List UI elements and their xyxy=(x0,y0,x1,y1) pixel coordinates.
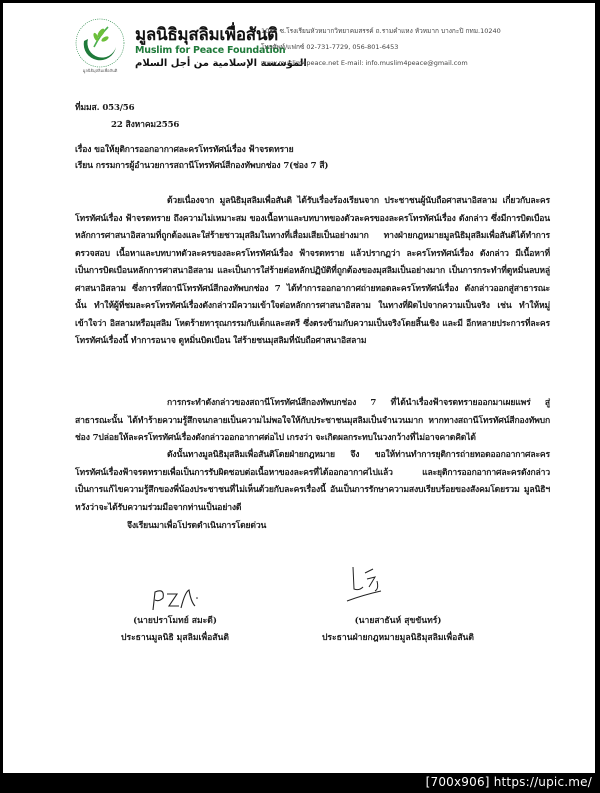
foundation-logo-icon xyxy=(70,17,130,71)
paragraph-text: การกระทำดังกล่าวของสถานีโทรทัศน์สีกองทัพบกช่อง 7 ที่ได้นำเรื่องฟ้าจรดทรายออกมาเผยแพร่ สู่สาธารณะนั้น ได้ทำร้ายความรู้สึกจนกลายเป็นความไม่พอใจให้กับประชาชนมุสลิมเป็นจำนวนมาก หากทางสถานีโทรทัศน์สีกองทัพบกช่อง 7ปล่อยให้ละครโทรทัศน์เรื่องดังกล่าวออกอากาศต่อไป เกรงว่า จะเกิดผลกระทบในวงกว้างที่ไม่อาจคาดคิดได้ xyxy=(75,398,550,443)
signatory-name: (นายปราโมทย์ สมะดี) xyxy=(133,616,217,626)
signatory-title: ประธานมูลนิธิ มุสลิมเพื่อสันติ xyxy=(121,633,229,643)
letter-recipient: เรียน กรรมการผู้อำนวยการสถานีโทรทัศน์สีกองทัพบกช่อง 7(ช่อง 7 สี) xyxy=(75,161,329,171)
signatory-name: (นายสาธันห์ สุขขันทร์) xyxy=(354,616,442,626)
logo-caption: มูลนิธิมุสลิมเพื่อสันติ xyxy=(82,68,118,73)
letter-page xyxy=(3,3,595,773)
org-web-email: www.muslim4peace.net E-mail: info.muslim4peace@gmail.com xyxy=(261,59,468,67)
org-name-thai: มูลนิธิมุสลิมเพื่อสันติ xyxy=(135,25,278,45)
body-paragraph-1 xyxy=(75,193,550,351)
signature-2-icon xyxy=(339,563,389,603)
signatory-title: ประธานฝ่ายกฎหมายมูลนิธิมุสลิมเพื่อสันติ xyxy=(321,633,475,643)
org-phone: โทรศัพท์/แฟกซ์ 02-731-7729, 056-801-6453 xyxy=(261,43,399,51)
body-paragraph-2 xyxy=(75,395,550,448)
reference-number: ที่มมส. 053/56 xyxy=(75,103,135,113)
image-footer-bar xyxy=(0,773,600,793)
signature-1-icon xyxy=(149,586,199,614)
org-address: 1043 ซ.โรงเรียนหัวหมากวิทยาคมสรรค์ ถ.รามคำแหง หัวหมาก บางกะปิ กทม.10240 xyxy=(261,27,501,35)
signatory-1 xyxy=(75,613,275,647)
body-paragraph-3 xyxy=(75,447,550,517)
org-name-arabic: المؤسسة الإسلامية من أجل السلام xyxy=(135,58,307,69)
letter-subject: เรื่อง ขอให้ยุติการออกอากาศละครโทรทัศน์เรื่อง ฟ้าจรดทราย xyxy=(75,145,294,155)
closing-line: จึงเรียนมาเพื่อโปรดดำเนินการโดยด่วน xyxy=(127,521,267,531)
watermark-text: [700x906] https://upic.me/ xyxy=(425,775,592,789)
paragraph-text: ดังนั้นทางมูลนิธิมุสลิมเพื่อสันติโดยฝ่ายกฎหมาย จึง ขอให้ท่านทำการยุติการถ่ายทอดออกอากาศละครโทรทัศน์เรื่องฟ้าจรดทรายเพื่อเป็นการรับผิดชอบต่อเนื้อหาของละครที่ได้ออกอากาศไปแล้ว และยุติการออกอากาศละครดังกล่าวเป็นการแก้ไขความรู้สึกของพี่น้องประชาชนที่ไม่เห็นด้วยกับละครเรื่องนี้ อันเป็นการรักษาความสงบเรียบร้อยของสังคมโดยรวม มูลนิธิฯหวังว่าจะได้รับความร่วมมือจากท่านเป็นอย่างดี xyxy=(75,450,550,513)
letter-date: 22 สิงหาคม2556 xyxy=(111,120,180,130)
org-name-english: Muslim for Peace Foundation xyxy=(135,45,286,56)
paragraph-text: ด้วยเนื่องจาก มูลนิธิมุสลิมเพื่อสันติ ได้รับเรื่องร้องเรียนจาก ประชาชนผู้นับถือศาสนาอิสลาม เกี่ยวกับละครโทรทัศน์เรื่อง ฟ้าจรดทราย ถึงความไม่เหมาะสม ของเนื้อหาและบทบาทของตัวละครของละครโทรทัศน์เรื่อง ดังกล่าว ซึ่งมีการบิดเบือนหลักการศาสนาอิสลามที่ถูกต้องและใส่ร้ายชาวมุสลิมในทางที่เสื่อมเสียเป็นอย่างมาก ทางฝ่ายกฎหมายมูลนิธิมุสลิมเพื่อสันติได้ทำการตรวจสอบ เนื้อหาและบทบาทตัวละครของละครโทรทัศน์เรื่อง ฟ้าจรดทราย แล้วปรากฏว่า ละครโทรทัศน์เรื่อง ดังกล่าว มีเนื้อหาที่เป็นการบิดเบือนหลักการศาสนาอิสลาม และเป็นการใส่ร้ายต่อหลักปฏิบัติที่ถูกต้องของมุสลิมเป็นอย่างมาก เป็นการกระทำที่ดูหมิ่นลบหลู่ศาสนาอิสลาม ซึ่งการที่สถานีโทรทัศน์สีกองทัพบกช่อง 7 ได้ทำการออกอากาศถ่ายทอดละครโทรทัศน์เรื่อง ดังกล่าวออกสู่สาธารณะ นั้น ทำให้ผู้ที่ชมละครโทรทัศน์เรื่องดังกล่าวมีความเข้าใจต่อหลักการศาสนาอิสลาม ในทางที่ผิดไปจากความเป็นจริง เช่น ทำให้หมู่เข้าใจว่า อิสลามหรือมุสลิม โหดร้ายทารุณกรรมกับเด็กและสตรี ซึ่งตรงข้ามกับความเป็นจริงโดยสิ้นเชิง และมี อีกหลายประการที่ละครโทรทัศน์เรื่องนี้ ทำการอนาจ ดูหมิ่นบิดเบือน ใส่ร้ายชนมุสลิมที่นับถือศาสนาอิสลาม xyxy=(75,196,550,346)
signatory-2 xyxy=(273,613,523,647)
